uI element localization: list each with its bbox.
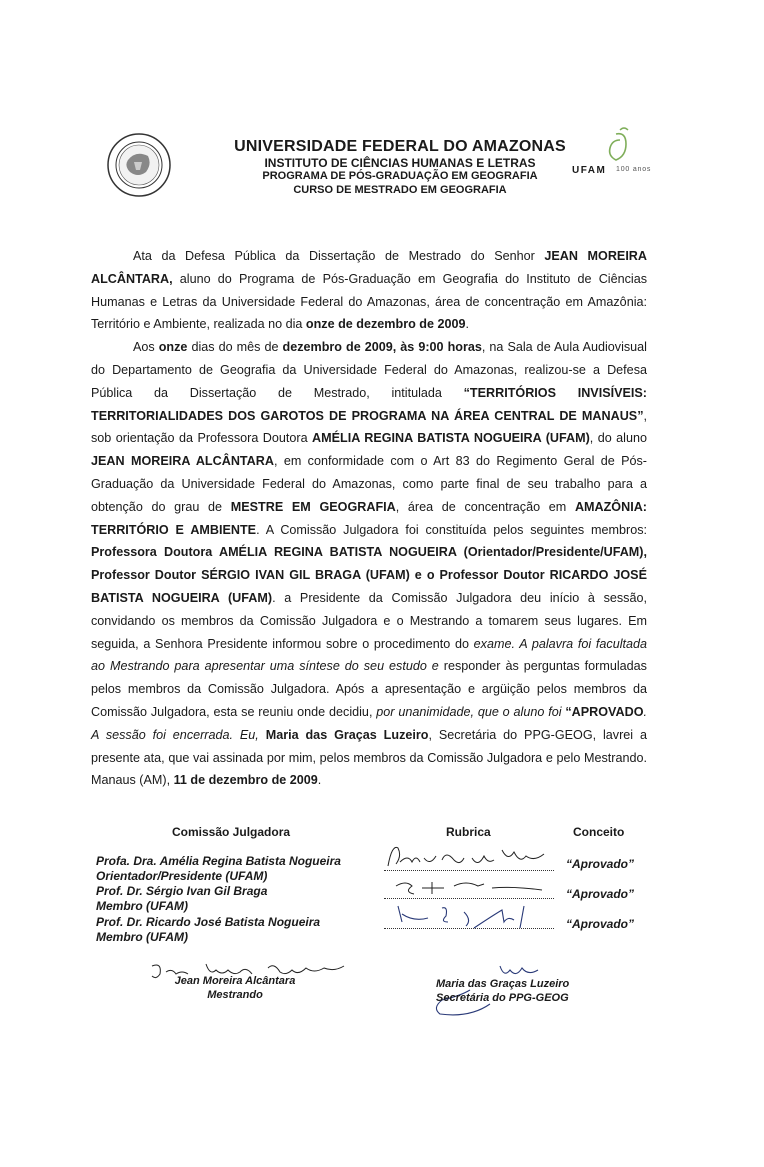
text-run: JEAN MOREIRA ALCÂNTARA <box>91 454 274 469</box>
text-run: . <box>317 773 322 788</box>
text-run: “APROVADO <box>565 704 644 719</box>
minutes-body <box>91 245 647 792</box>
secretary-role: Secretária do PPG-GEOG <box>436 992 569 1004</box>
text-run: dias do mês de <box>187 340 283 355</box>
student-role: Mestrando <box>207 989 263 1001</box>
text-run: JEAN MOREIRA ALCÂNTARA, <box>91 249 648 286</box>
text-run: , Secretária do PPG-GEOG, lavrei a presente ata, que vai assinada por mim, pelos membros da Comissão Julgadora e pelo Mestrando. Manaus (AM), <box>91 727 647 788</box>
text-run: , sob orientação da Professora Doutora <box>91 408 647 446</box>
committee-member-1: Profa. Dra. Amélia Regina Batista Nogueira Orientador/Presidente (UFAM) <box>96 854 341 883</box>
text-run: , na Sala de Aula Audiovisual do Departamento de Geografia da Universidade Federal do Amazonas, realizou-se a Defesa Pública da Dissertação de Mestrado, intitulada <box>91 340 647 400</box>
text-run: aluno do Programa de Pós-Graduação em Geografia do Instituto de Ciências Humanas e Letras da Universidade Federal do Amazonas, área de concentração em Amazônia: Território e Ambiente, realizada no dia <box>91 271 647 332</box>
body-paragraph <box>91 245 647 336</box>
student-name: Jean Moreira Alcântara <box>174 975 296 987</box>
ufam-logo-text: UFAM <box>572 165 607 176</box>
text-run: Professora Doutora AMÉLIA REGINA BATISTA NOGUEIRA (Orientador/Presidente/UFAM), Professor Doutor SÉRGIO IVAN GIL BRAGA (UFAM) e o Professor Doutor RICARDO JOSÉ BATISTA NOGUEIRA (UFAM) <box>91 545 647 605</box>
signature-column-header: Rubrica <box>446 825 491 839</box>
grade-member-3: “Aprovado” <box>566 917 635 931</box>
student-signature-block <box>150 974 320 1002</box>
text-run: onze <box>158 340 188 355</box>
text-run: . A Comissão Julgadora foi constituída pelos seguintes membros: <box>256 522 648 537</box>
text-run: por unanimidade, que o aluno foi <box>376 704 566 719</box>
document-header <box>200 138 600 197</box>
grade-member-1: “Aprovado” <box>566 857 635 871</box>
text-run: . a Presidente da Comissão Julgadora deu início à sessão, convidando os membros da Comissão Julgadora e o Mestrando a tomarem seus lugares. Em seguida, a Senhora Presidente informou sobre o procedimento do <box>91 590 647 651</box>
committee-column-header: Comissão Julgadora <box>172 825 291 839</box>
text-run: exame. A palavra foi facultada ao Mestrando para apresentar uma síntese do seu estudo e <box>91 636 648 674</box>
secretary-name: Maria das Graças Luzeiro <box>436 978 570 990</box>
text-run: , do aluno <box>589 431 647 446</box>
handwritten-signature-3 <box>392 900 562 936</box>
grade-member-2: “Aprovado” <box>566 887 635 901</box>
course-name: CURSO DE MESTRADO EM GEOGRAFIA <box>293 183 507 196</box>
text-run: onze de dezembro de 2009 <box>305 317 466 332</box>
text-run: . <box>465 317 469 332</box>
university-seal <box>106 132 172 198</box>
text-run: , área de concentração em <box>395 499 575 514</box>
grade-column-header: Conceito <box>573 825 625 839</box>
text-run: AMAZÔNIA: TERRITÓRIO E AMBIENTE <box>91 499 647 537</box>
text-run: Maria das Graças Luzeiro <box>265 727 429 742</box>
institute-name: INSTITUTO DE CIÊNCIAS HUMANAS E LETRAS <box>264 156 536 170</box>
body-paragraph <box>91 336 647 792</box>
text-run: Ata da Defesa Pública da Dissertação de Mestrado do Senhor <box>133 249 545 263</box>
text-run: . A sessão foi encerrada. Eu, <box>91 704 647 742</box>
committee-member-3: Prof. Dr. Ricardo José Batista Nogueira Membro (UFAM) <box>96 915 321 944</box>
text-run: , em conformidade com o Art 83 do Regimento Geral de Pós-Graduação da Universidade Federal do Amazonas, como parte final de seu trabalho para a obtenção do grau de <box>91 454 647 514</box>
university-name: UNIVERSIDADE FEDERAL DO AMAZONAS <box>234 138 566 155</box>
secretary-signature-block <box>436 977 569 1005</box>
program-name: PROGRAMA DE PÓS-GRADUAÇÃO EM GEOGRAFIA <box>262 170 538 182</box>
committee-member-2: Prof. Dr. Sérgio Ivan Gil Braga Membro (UFAM) <box>96 884 268 913</box>
ufam-anniversary-text: 100 anos <box>616 166 652 173</box>
text-run: MESTRE EM GEOGRAFIA <box>230 499 396 514</box>
text-run: responder às perguntas formuladas pelos membros da Comissão Julgadora. Após a apresentação e argüição pelos membros da Comissão Julgadora, esta se reuniu onde decidiu, <box>91 659 647 719</box>
text-run: AMÉLIA REGINA BATISTA NOGUEIRA (UFAM) <box>312 431 590 446</box>
text-run: 11 de dezembro de 2009 <box>173 773 318 788</box>
handwritten-signature-1 <box>384 842 556 872</box>
text-run: Aos <box>133 340 159 355</box>
handwritten-signature-2 <box>392 876 552 902</box>
text-run: dezembro de 2009, às 9:00 horas <box>282 340 482 355</box>
text-run: “TERRITÓRIOS INVISÍVEIS: TERRITORIALIDADES DOS GAROTOS DE PROGRAMA NA ÁREA CENTRAL DE MANAUS” <box>91 385 647 423</box>
